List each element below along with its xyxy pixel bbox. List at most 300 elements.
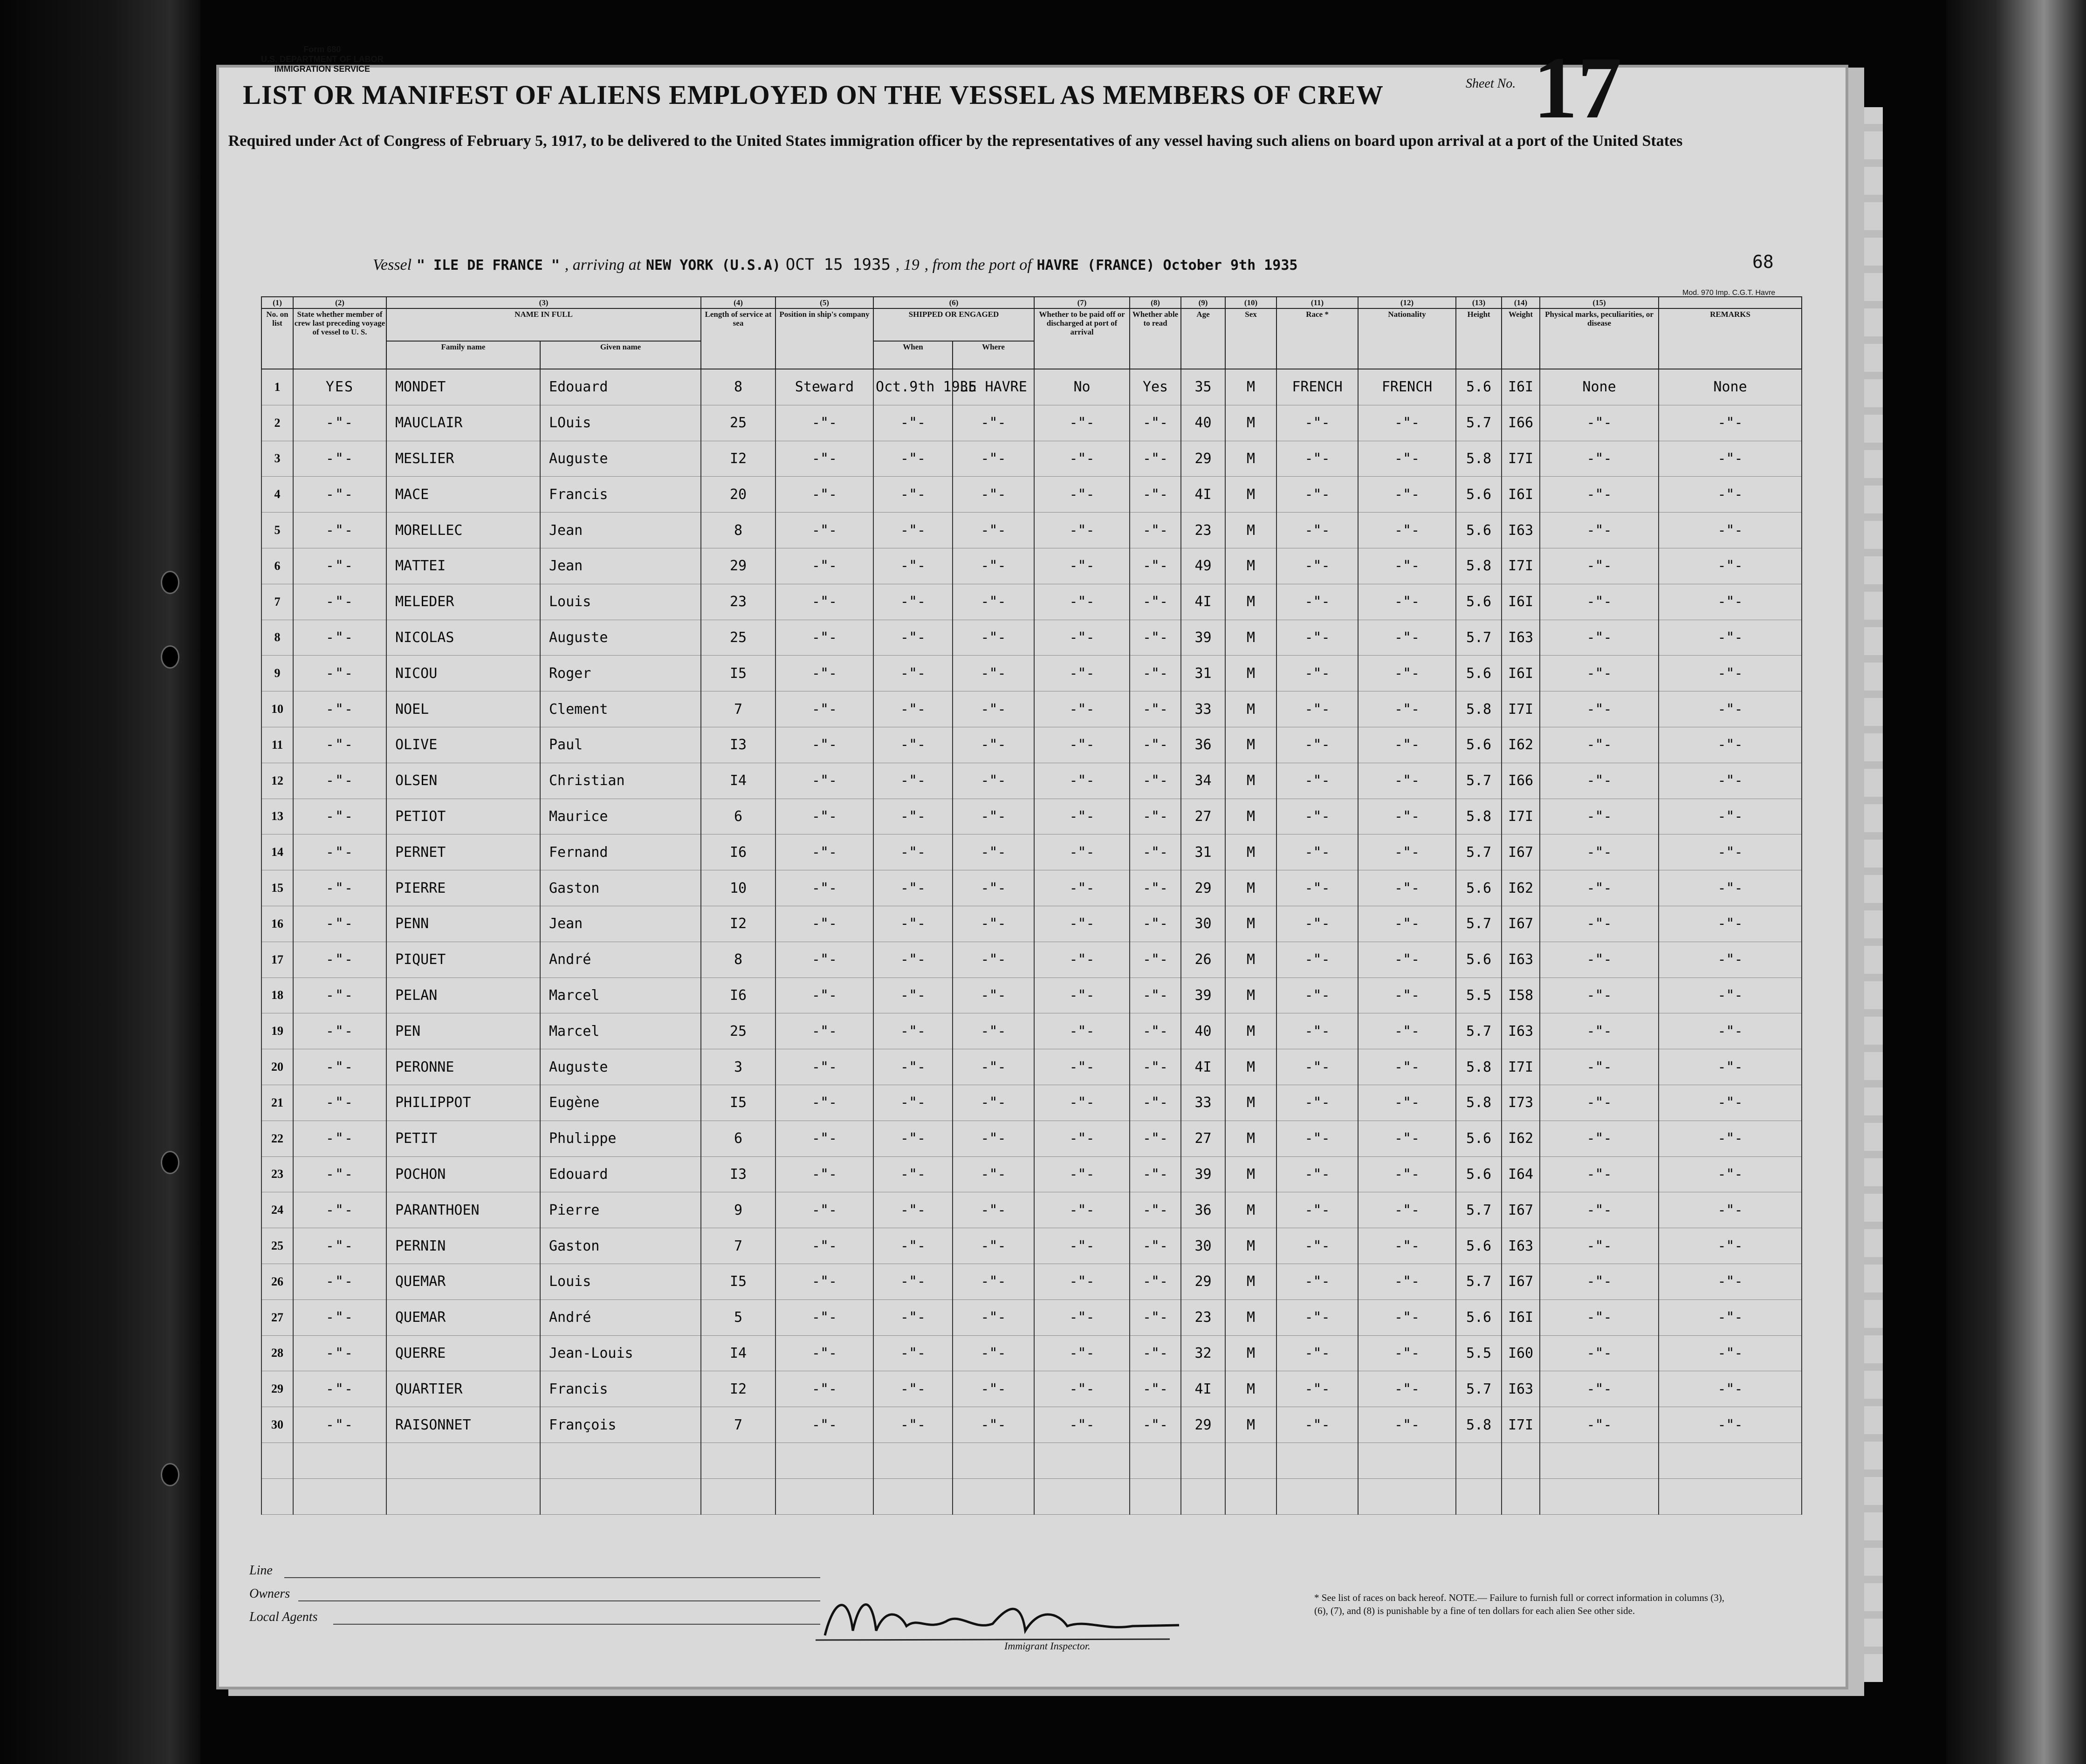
cell-read: -"-: [1130, 978, 1181, 1013]
cell-age: 34: [1181, 763, 1225, 799]
cell-service: 25: [701, 405, 775, 441]
cell-position: -"-: [775, 405, 873, 441]
cell-no: 20: [261, 1049, 293, 1085]
cell-prev: -"-: [293, 1085, 386, 1121]
cell-race: -"-: [1276, 763, 1358, 799]
cell-family: PETIT: [386, 1121, 540, 1156]
cell-family: QUARTIER: [386, 1371, 540, 1407]
table-row: [261, 405, 1802, 441]
cell-sex: M: [1225, 1156, 1276, 1192]
cell-when: -"-: [873, 1121, 953, 1156]
cell-no: 10: [261, 691, 293, 727]
cell-nationality: -"-: [1358, 799, 1456, 834]
cell-when: -"-: [873, 441, 953, 477]
cell-service: 25: [701, 620, 775, 656]
cell-weight: I64: [1502, 1156, 1540, 1192]
cell-when: -"-: [873, 584, 953, 620]
cell-nationality: -"-: [1358, 1192, 1456, 1228]
cell-no: 25: [261, 1228, 293, 1264]
cell-read: -"-: [1130, 405, 1181, 441]
cell-sex: M: [1225, 584, 1276, 620]
cell-race: -"-: [1276, 691, 1358, 727]
cell-no: 28: [261, 1335, 293, 1371]
cell-nationality: -"-: [1358, 978, 1456, 1013]
cell-weight: I6I: [1502, 477, 1540, 513]
cell-prev: -"-: [293, 1335, 386, 1371]
cell-paid: No: [1034, 369, 1130, 405]
service: IMMIGRATION SERVICE: [274, 64, 371, 74]
cell-family: PIQUET: [386, 942, 540, 978]
cell-family: PEN: [386, 1013, 540, 1049]
sheet-number: 17: [1533, 39, 1622, 137]
cell-age: 4I: [1181, 477, 1225, 513]
cell-marks: -"-: [1540, 1228, 1659, 1264]
cell-nationality: -"-: [1358, 1085, 1456, 1121]
cell-age: 49: [1181, 548, 1225, 584]
cell-given: Christian: [540, 763, 701, 799]
cell-height: 5.6: [1456, 727, 1502, 763]
inspector-signature: [806, 1579, 1188, 1649]
colnum: (1): [261, 297, 293, 308]
cell-read: -"-: [1130, 656, 1181, 691]
cell-remarks: -"-: [1659, 1156, 1802, 1192]
cell-remarks: -"-: [1659, 1335, 1802, 1371]
cell-sex: M: [1225, 1049, 1276, 1085]
cell-where: -"-: [953, 1013, 1034, 1049]
cell-marks: -"-: [1540, 906, 1659, 942]
cell-height: 5.6: [1456, 942, 1502, 978]
cell-paid: -"-: [1034, 405, 1130, 441]
binder-right: [1946, 0, 2086, 1764]
cell-age: 33: [1181, 691, 1225, 727]
vessel-name: " ILE DE FRANCE ": [416, 257, 560, 273]
cell-marks: -"-: [1540, 799, 1659, 834]
cell-no: 3: [261, 441, 293, 477]
margin-number: 68: [1752, 252, 1774, 272]
cell-age: 36: [1181, 727, 1225, 763]
cell-sex: M: [1225, 656, 1276, 691]
arrival-date: OCT 15 1935: [785, 255, 891, 274]
table-row: [261, 691, 1802, 727]
cell-age: 26: [1181, 942, 1225, 978]
table-row: [261, 1228, 1802, 1264]
cell-no: 27: [261, 1299, 293, 1335]
cell-when: Oct.9th 1935: [873, 369, 953, 405]
cell-family: PENN: [386, 906, 540, 942]
cell-given: Edouard: [540, 1156, 701, 1192]
cell-service: I3: [701, 1156, 775, 1192]
cell-read: -"-: [1130, 763, 1181, 799]
cell-remarks: -"-: [1659, 1299, 1802, 1335]
cell-weight: I58: [1502, 978, 1540, 1013]
table-row: [261, 1049, 1802, 1085]
cell-marks: -"-: [1540, 513, 1659, 548]
cell-where: -"-: [953, 1192, 1034, 1228]
cell-given: Roger: [540, 656, 701, 691]
cell-race: -"-: [1276, 799, 1358, 834]
cell-service: 7: [701, 1228, 775, 1264]
colnum: (9): [1181, 297, 1225, 308]
cell-given: Gaston: [540, 1228, 701, 1264]
cell-paid: -"-: [1034, 620, 1130, 656]
cell-marks: -"-: [1540, 584, 1659, 620]
cell-marks: -"-: [1540, 656, 1659, 691]
cell-paid: -"-: [1034, 906, 1130, 942]
cell-read: -"-: [1130, 906, 1181, 942]
cell-height: 5.6: [1456, 513, 1502, 548]
cell-position: -"-: [775, 513, 873, 548]
blank-cell: [1225, 1478, 1276, 1514]
cell-paid: -"-: [1034, 441, 1130, 477]
cell-read: -"-: [1130, 834, 1181, 870]
cell-prev: -"-: [293, 1156, 386, 1192]
cell-race: -"-: [1276, 1192, 1358, 1228]
blank-cell: [1456, 1478, 1502, 1514]
blank-cell: [953, 1443, 1034, 1478]
cell-paid: -"-: [1034, 763, 1130, 799]
arriving-label: , arriving at: [564, 256, 641, 273]
form-number: Form 680: [303, 45, 341, 54]
cell-remarks: -"-: [1659, 1264, 1802, 1299]
cell-height: 5.7: [1456, 620, 1502, 656]
table-row: [261, 1299, 1802, 1335]
table-row: [261, 1264, 1802, 1299]
cell-paid: -"-: [1034, 1049, 1130, 1085]
cell-service: 8: [701, 369, 775, 405]
table-row: [261, 799, 1802, 834]
cell-prev: -"-: [293, 1013, 386, 1049]
cell-weight: I62: [1502, 870, 1540, 906]
cell-nationality: -"-: [1358, 691, 1456, 727]
cell-read: -"-: [1130, 513, 1181, 548]
cell-height: 5.6: [1456, 584, 1502, 620]
cell-weight: I63: [1502, 942, 1540, 978]
cell-nationality: -"-: [1358, 548, 1456, 584]
cell-family: NICOLAS: [386, 620, 540, 656]
crew-rows: [261, 369, 1802, 1514]
cell-prev: -"-: [293, 1049, 386, 1085]
cell-prev: -"-: [293, 656, 386, 691]
cell-when: -"-: [873, 513, 953, 548]
inspector-label: Immigrant Inspector.: [1004, 1640, 1091, 1652]
crew-table: [261, 296, 1802, 1515]
table-row: [261, 513, 1802, 548]
cell-service: 3: [701, 1049, 775, 1085]
cell-when: -"-: [873, 620, 953, 656]
cell-position: -"-: [775, 727, 873, 763]
cell-family: RAISONNET: [386, 1407, 540, 1443]
table-row: [261, 441, 1802, 477]
cell-remarks: -"-: [1659, 548, 1802, 584]
cell-paid: -"-: [1034, 513, 1130, 548]
table-row: [261, 1121, 1802, 1156]
cell-paid: -"-: [1034, 1085, 1130, 1121]
cell-position: -"-: [775, 1371, 873, 1407]
cell-where: -"-: [953, 1264, 1034, 1299]
cell-read: -"-: [1130, 584, 1181, 620]
cell-age: 40: [1181, 1013, 1225, 1049]
cell-prev: -"-: [293, 405, 386, 441]
cell-position: -"-: [775, 1192, 873, 1228]
cell-no: 14: [261, 834, 293, 870]
cell-no: 26: [261, 1264, 293, 1299]
cell-age: 29: [1181, 1264, 1225, 1299]
table-row: [261, 906, 1802, 942]
header-position: Position in ship's company: [775, 308, 873, 369]
cell-height: 5.8: [1456, 1085, 1502, 1121]
cell-position: -"-: [775, 1085, 873, 1121]
cell-service: I4: [701, 763, 775, 799]
cell-nationality: -"-: [1358, 620, 1456, 656]
cell-position: -"-: [775, 656, 873, 691]
blank-cell: [540, 1443, 701, 1478]
cell-prev: -"-: [293, 513, 386, 548]
cell-prev: -"-: [293, 870, 386, 906]
cell-race: -"-: [1276, 441, 1358, 477]
vessel-label: Vessel: [373, 256, 412, 273]
cell-position: -"-: [775, 942, 873, 978]
cell-no: 12: [261, 763, 293, 799]
colnum: (8): [1130, 297, 1181, 308]
cell-sex: M: [1225, 1085, 1276, 1121]
cell-service: 23: [701, 584, 775, 620]
header-service: Length of service at sea: [701, 308, 775, 369]
cell-race: -"-: [1276, 942, 1358, 978]
binder-left: [0, 0, 200, 1764]
cell-paid: -"-: [1034, 834, 1130, 870]
cell-age: 30: [1181, 1228, 1225, 1264]
cell-read: -"-: [1130, 1192, 1181, 1228]
cell-nationality: -"-: [1358, 1228, 1456, 1264]
cell-marks: -"-: [1540, 620, 1659, 656]
blank-cell: [293, 1478, 386, 1514]
cell-position: -"-: [775, 906, 873, 942]
cell-prev: -"-: [293, 1192, 386, 1228]
cell-sex: M: [1225, 978, 1276, 1013]
cell-prev: -"-: [293, 834, 386, 870]
header-nationality: Nationality: [1358, 308, 1456, 369]
cell-given: Jean-Louis: [540, 1335, 701, 1371]
cell-race: FRENCH: [1276, 369, 1358, 405]
cell-no: 5: [261, 513, 293, 548]
cell-marks: -"-: [1540, 477, 1659, 513]
cell-sex: M: [1225, 870, 1276, 906]
header-when: When: [873, 341, 953, 369]
cell-height: 5.7: [1456, 906, 1502, 942]
cell-height: 5.8: [1456, 691, 1502, 727]
blank-cell: [1358, 1478, 1456, 1514]
department: U.S. DEPARTMENT OF LABOR: [261, 55, 384, 64]
cell-family: PETIOT: [386, 799, 540, 834]
cell-when: -"-: [873, 763, 953, 799]
cell-when: -"-: [873, 1228, 953, 1264]
cell-nationality: -"-: [1358, 906, 1456, 942]
cell-race: -"-: [1276, 834, 1358, 870]
cell-weight: I7I: [1502, 548, 1540, 584]
cell-weight: I62: [1502, 727, 1540, 763]
cell-nationality: -"-: [1358, 1264, 1456, 1299]
cell-given: Louis: [540, 1264, 701, 1299]
cell-read: -"-: [1130, 1228, 1181, 1264]
cell-service: 7: [701, 691, 775, 727]
cell-prev: -"-: [293, 1264, 386, 1299]
cell-read: -"-: [1130, 620, 1181, 656]
cell-paid: -"-: [1034, 1299, 1130, 1335]
cell-given: Jean: [540, 513, 701, 548]
cell-when: -"-: [873, 1049, 953, 1085]
cell-given: Gaston: [540, 870, 701, 906]
blank-cell: [953, 1478, 1034, 1514]
cell-remarks: -"-: [1659, 799, 1802, 834]
cell-given: Eugène: [540, 1085, 701, 1121]
cell-service: I3: [701, 727, 775, 763]
cell-no: 1: [261, 369, 293, 405]
cell-sex: M: [1225, 799, 1276, 834]
cell-position: -"-: [775, 870, 873, 906]
subtitle: Required under Act of Congress of February 5, 1917, to be delivered to the United States immigration officer by the representatives of any vessel having such aliens on board upon arrival at a port of the United States: [228, 132, 1683, 150]
cell-given: Auguste: [540, 441, 701, 477]
cell-where: -"-: [953, 763, 1034, 799]
cell-height: 5.7: [1456, 1192, 1502, 1228]
cell-paid: -"-: [1034, 1371, 1130, 1407]
cell-read: -"-: [1130, 1299, 1181, 1335]
colnum: (2): [293, 297, 386, 308]
blank-cell: [873, 1478, 953, 1514]
cell-position: -"-: [775, 620, 873, 656]
cell-prev: -"-: [293, 1299, 386, 1335]
cell-read: -"-: [1130, 1371, 1181, 1407]
colnum: (14): [1502, 297, 1540, 308]
cell-when: -"-: [873, 727, 953, 763]
cell-marks: -"-: [1540, 1013, 1659, 1049]
cell-when: -"-: [873, 978, 953, 1013]
cell-race: -"-: [1276, 870, 1358, 906]
cell-family: MORELLEC: [386, 513, 540, 548]
cell-height: 5.7: [1456, 1013, 1502, 1049]
cell-position: -"-: [775, 1013, 873, 1049]
cell-marks: -"-: [1540, 548, 1659, 584]
cell-remarks: -"-: [1659, 477, 1802, 513]
blank-cell: [540, 1478, 701, 1514]
cell-weight: I7I: [1502, 441, 1540, 477]
cell-where: -"-: [953, 870, 1034, 906]
cell-sex: M: [1225, 1192, 1276, 1228]
cell-race: -"-: [1276, 1371, 1358, 1407]
cell-remarks: -"-: [1659, 584, 1802, 620]
cell-service: I6: [701, 834, 775, 870]
cell-remarks: -"-: [1659, 978, 1802, 1013]
blank-cell: [261, 1443, 293, 1478]
cell-service: I2: [701, 906, 775, 942]
cell-race: -"-: [1276, 1264, 1358, 1299]
cell-family: PARANTHOEN: [386, 1192, 540, 1228]
cell-remarks: -"-: [1659, 691, 1802, 727]
cell-weight: I7I: [1502, 1407, 1540, 1443]
blank-cell: [261, 1478, 293, 1514]
cell-paid: -"-: [1034, 1228, 1130, 1264]
table-row: [261, 620, 1802, 656]
cell-prev: -"-: [293, 584, 386, 620]
cell-when: -"-: [873, 1299, 953, 1335]
cell-age: 35: [1181, 369, 1225, 405]
cell-position: -"-: [775, 763, 873, 799]
cell-remarks: -"-: [1659, 405, 1802, 441]
cell-race: -"-: [1276, 1049, 1358, 1085]
cell-sex: M: [1225, 834, 1276, 870]
cell-height: 5.8: [1456, 548, 1502, 584]
cell-nationality: -"-: [1358, 870, 1456, 906]
cell-sex: M: [1225, 1407, 1276, 1443]
cell-weight: I7I: [1502, 799, 1540, 834]
cell-nationality: -"-: [1358, 1049, 1456, 1085]
cell-given: LOuis: [540, 405, 701, 441]
cell-read: -"-: [1130, 1156, 1181, 1192]
cell-service: 6: [701, 1121, 775, 1156]
cell-paid: -"-: [1034, 978, 1130, 1013]
cell-no: 8: [261, 620, 293, 656]
cell-nationality: -"-: [1358, 1335, 1456, 1371]
cell-where: -"-: [953, 1299, 1034, 1335]
cell-given: Marcel: [540, 1013, 701, 1049]
cell-age: 36: [1181, 1192, 1225, 1228]
cell-weight: I63: [1502, 1371, 1540, 1407]
cell-given: Louis: [540, 584, 701, 620]
cell-age: 4I: [1181, 1371, 1225, 1407]
cell-given: André: [540, 1299, 701, 1335]
binder-hole: [161, 571, 179, 594]
cell-marks: -"-: [1540, 1121, 1659, 1156]
header-family-name: Family name: [386, 341, 540, 369]
cell-weight: I6I: [1502, 584, 1540, 620]
cell-service: 5: [701, 1299, 775, 1335]
header-height: Height: [1456, 308, 1502, 369]
cell-position: -"-: [775, 548, 873, 584]
cell-paid: -"-: [1034, 691, 1130, 727]
cell-given: Maurice: [540, 799, 701, 834]
cell-marks: -"-: [1540, 405, 1659, 441]
cell-family: QUEMAR: [386, 1264, 540, 1299]
header-prev-voyage: State whether member of crew last preceding voyage of vessel to U. S.: [293, 308, 386, 369]
cell-given: Jean: [540, 906, 701, 942]
cell-height: 5.8: [1456, 1049, 1502, 1085]
colnum: (13): [1456, 297, 1502, 308]
cell-marks: -"-: [1540, 870, 1659, 906]
cell-service: I5: [701, 1264, 775, 1299]
binder-hole: [161, 1463, 179, 1486]
year-label: , 19: [895, 256, 919, 273]
cell-paid: -"-: [1034, 942, 1130, 978]
cell-when: -"-: [873, 1085, 953, 1121]
owners-rule: [298, 1600, 820, 1601]
cell-prev: -"-: [293, 441, 386, 477]
cell-given: Francis: [540, 477, 701, 513]
blank-cell: [1181, 1443, 1225, 1478]
cell-race: -"-: [1276, 1299, 1358, 1335]
cell-given: Marcel: [540, 978, 701, 1013]
cell-remarks: -"-: [1659, 656, 1802, 691]
cell-sex: M: [1225, 1121, 1276, 1156]
cell-weight: I6I: [1502, 1299, 1540, 1335]
cell-height: 5.6: [1456, 1156, 1502, 1192]
blank-cell: [775, 1443, 873, 1478]
cell-weight: I67: [1502, 1264, 1540, 1299]
table-row: [261, 1192, 1802, 1228]
cell-when: -"-: [873, 548, 953, 584]
cell-family: OLSEN: [386, 763, 540, 799]
cell-position: -"-: [775, 834, 873, 870]
blank-cell: [1181, 1478, 1225, 1514]
cell-remarks: -"-: [1659, 870, 1802, 906]
